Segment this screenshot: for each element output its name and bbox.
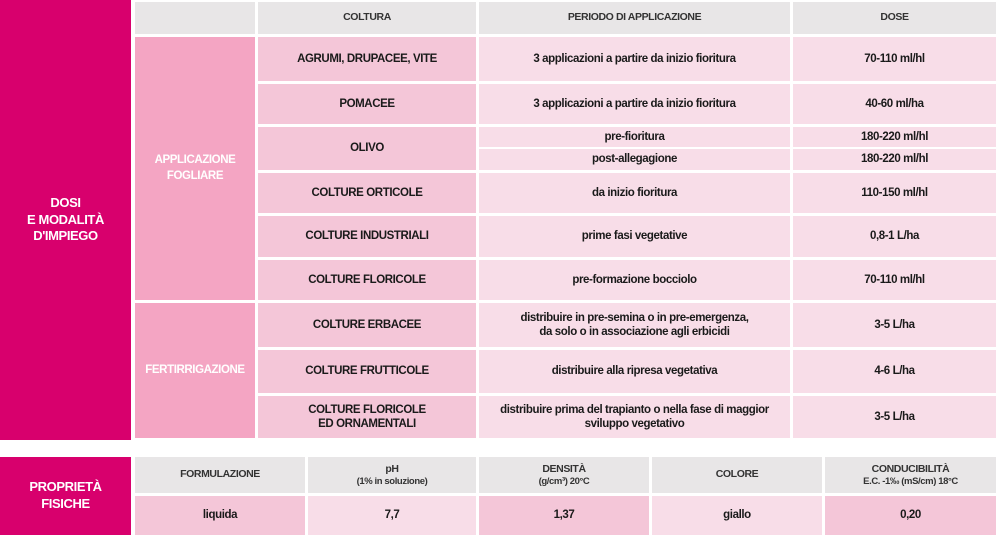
prop-value-ph: 7,7 — [308, 496, 476, 535]
table-cell-dose: 3-5 L/ha — [793, 396, 996, 438]
periodo-line: sviluppo vegetativo — [584, 418, 685, 430]
table-cell-coltura: OLIVO — [258, 127, 476, 170]
table-cell-periodo — [479, 396, 790, 438]
table-cell-periodo: pre-fioritura — [479, 127, 790, 147]
header-blank — [135, 2, 255, 34]
table-cell-coltura: COLTURE ERBACEE — [258, 303, 476, 347]
table-cell-dose: 70-110 ml/hl — [793, 260, 996, 300]
prop-header-label: FORMULAZIONE — [180, 468, 260, 481]
table-cell-periodo: post-allegagione — [479, 149, 790, 170]
prop-header-ph — [308, 457, 476, 493]
section-title-proprieta — [0, 457, 131, 535]
section-title-line: FISICHE — [41, 496, 90, 511]
group-applicazione-fogliare — [135, 37, 255, 300]
prop-value-formulazione: liquida — [135, 496, 305, 535]
section-title-line: DOSI — [50, 194, 81, 210]
prop-value-colore: giallo — [652, 496, 822, 535]
prop-header-label: CONDUCIBILITÀ — [871, 462, 950, 475]
table-cell-periodo: da inizio fioritura — [479, 173, 790, 213]
prop-header-densita — [479, 457, 649, 493]
table-cell-periodo: 3 applicazioni a partire da inizio fioritura — [479, 84, 790, 124]
table-cell-coltura: AGRUMI, DRUPACEE, VITE — [258, 37, 476, 81]
group-label-line: APPLICAZIONE — [154, 153, 236, 166]
prop-value-conducibilita: 0,20 — [825, 496, 996, 535]
periodo-line: distribuire prima del trapianto o nella fase di maggior — [500, 403, 769, 416]
prop-header-conducibilita — [825, 457, 996, 493]
table-cell-dose: 40-60 ml/ha — [793, 84, 996, 124]
section-title-line: D'IMPIEGO — [33, 228, 98, 244]
group-label-line: FOGLIARE — [166, 169, 224, 182]
prop-header-colore — [652, 457, 822, 493]
section-title-line: PROPRIETÀ — [29, 479, 102, 495]
table-cell-periodo: pre-formazione bocciolo — [479, 260, 790, 300]
table-cell-dose: 0,8-1 L/ha — [793, 216, 996, 257]
coltura-line: COLTURE FLORICOLE — [308, 403, 426, 416]
table-cell-dose: 180-220 ml/hl — [793, 127, 996, 147]
section-title-line: E MODALITÀ — [27, 211, 104, 227]
prop-header-sub: (1% in soluzione) — [356, 475, 428, 487]
prop-header-label: COLORE — [715, 468, 759, 481]
periodo-line: da solo o in associazione agli erbicidi — [539, 326, 730, 338]
prop-value-densita: 1,37 — [479, 496, 649, 535]
table-cell-periodo: prime fasi vegetative — [479, 216, 790, 257]
table-cell-periodo: 3 applicazioni a partire da inizio fioritura — [479, 37, 790, 81]
table-cell-coltura: COLTURE INDUSTRIALI — [258, 216, 476, 257]
table-cell-coltura: COLTURE FLORICOLE — [258, 260, 476, 300]
table-cell-dose: 3-5 L/ha — [793, 303, 996, 347]
table-cell-coltura: POMACEE — [258, 84, 476, 124]
header-periodo: PERIODO DI APPLICAZIONE — [479, 2, 790, 34]
header-dose: DOSE — [793, 2, 996, 34]
table-cell-dose: 110-150 ml/hl — [793, 173, 996, 213]
table-cell-coltura — [258, 396, 476, 438]
table-cell-coltura: COLTURE ORTICOLE — [258, 173, 476, 213]
coltura-line: ED ORNAMENTALI — [318, 418, 416, 430]
prop-header-label: pH — [385, 462, 399, 475]
table-cell-periodo: distribuire alla ripresa vegetativa — [479, 350, 790, 393]
periodo-line: distribuire in pre-semina o in pre-emergenza, — [520, 311, 749, 324]
table-cell-dose: 70-110 ml/hl — [793, 37, 996, 81]
group-fertirrigazione: FERTIRRIGAZIONE — [135, 303, 255, 438]
table-cell-dose: 180-220 ml/hl — [793, 149, 996, 170]
prop-header-sub: E.C. -1‰ (mS/cm) 18°C — [863, 475, 958, 487]
header-coltura: COLTURA — [258, 2, 476, 34]
prop-header-sub: (g/cm³) 20°C — [538, 475, 590, 487]
prop-header-label: DENSITÀ — [542, 462, 586, 475]
table-cell-coltura: COLTURE FRUTTICOLE — [258, 350, 476, 393]
section-title-dosi — [0, 0, 131, 440]
table-cell-dose: 4-6 L/ha — [793, 350, 996, 393]
table-cell-periodo — [479, 303, 790, 347]
prop-header-formulazione — [135, 457, 305, 493]
